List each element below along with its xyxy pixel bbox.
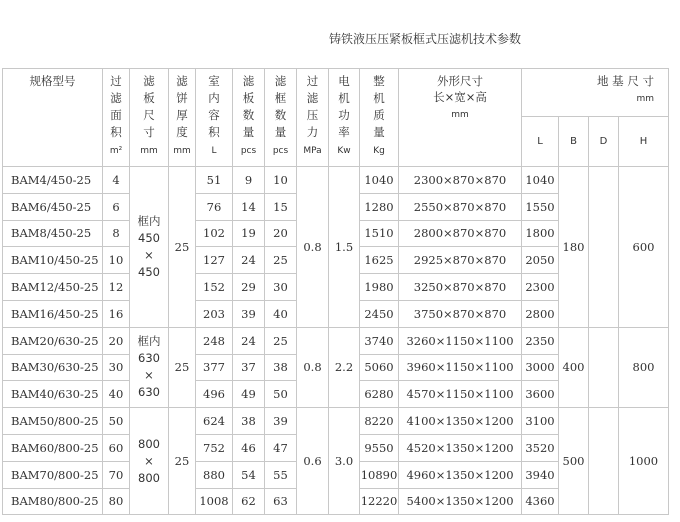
plate-size-line: × bbox=[144, 368, 154, 383]
cell-area: 80 bbox=[103, 488, 130, 515]
cell-frames: 39 bbox=[265, 408, 297, 435]
table-row bbox=[3, 167, 669, 194]
cell-foundation-L: 1550 bbox=[522, 193, 559, 220]
cell-frames: 25 bbox=[265, 327, 297, 354]
cell-volume: 76 bbox=[196, 193, 233, 220]
cell-dims: 4520×1350×1200 bbox=[399, 434, 522, 461]
cell-weight: 8220 bbox=[360, 408, 399, 435]
cell-frames: 55 bbox=[265, 461, 297, 488]
cell-plates: 9 bbox=[233, 167, 265, 194]
cell-volume: 127 bbox=[196, 247, 233, 274]
cell-model: BAM50/800-25 bbox=[3, 408, 103, 435]
header-volume: 室内容积 L bbox=[196, 69, 233, 167]
cell-plates: 62 bbox=[233, 488, 265, 515]
table-row bbox=[3, 408, 669, 435]
cell-dims: 3250×870×870 bbox=[399, 274, 522, 301]
cell-foundation-B: 500 bbox=[559, 408, 589, 515]
plate-size-line: × bbox=[144, 453, 154, 468]
cell-dims: 4100×1350×1200 bbox=[399, 408, 522, 435]
cell-plates: 29 bbox=[233, 274, 265, 301]
cell-weight: 5060 bbox=[360, 354, 399, 381]
cell-foundation-B: 180 bbox=[559, 167, 589, 328]
cell-foundation-L: 2300 bbox=[522, 274, 559, 301]
plate-size-line: 450 bbox=[138, 230, 160, 245]
header-power: 电机功率 Kw bbox=[329, 69, 360, 167]
cell-area: 40 bbox=[103, 381, 130, 408]
cell-area: 6 bbox=[103, 193, 130, 220]
cell-foundation-L: 2800 bbox=[522, 300, 559, 327]
header-area: 过滤面积 m² bbox=[103, 69, 130, 167]
cell-foundation-B: 400 bbox=[559, 327, 589, 407]
cell-foundation-L: 3000 bbox=[522, 354, 559, 381]
cell-plate-size bbox=[130, 167, 169, 328]
cell-weight: 1040 bbox=[360, 167, 399, 194]
cell-foundation-H: 800 bbox=[619, 327, 669, 407]
cell-area: 50 bbox=[103, 408, 130, 435]
cell-dims: 2300×870×870 bbox=[399, 167, 522, 194]
cell-cake: 25 bbox=[169, 408, 196, 515]
cell-model: BAM12/450-25 bbox=[3, 274, 103, 301]
cell-plate-size bbox=[130, 327, 169, 407]
cell-plate-size bbox=[130, 408, 169, 515]
cell-plates: 54 bbox=[233, 461, 265, 488]
cell-dims: 4570×1150×1100 bbox=[399, 381, 522, 408]
header-pressure: 过滤压力 MPa bbox=[297, 69, 329, 167]
plate-size-line: 450 bbox=[138, 264, 160, 279]
cell-dims: 4960×1350×1200 bbox=[399, 461, 522, 488]
cell-dims: 5400×1350×1200 bbox=[399, 488, 522, 515]
cell-plates: 39 bbox=[233, 300, 265, 327]
cell-model: BAM40/630-25 bbox=[3, 381, 103, 408]
cell-plates: 24 bbox=[233, 247, 265, 274]
cell-weight: 6280 bbox=[360, 381, 399, 408]
cell-model: BAM70/800-25 bbox=[3, 461, 103, 488]
cell-volume: 1008 bbox=[196, 488, 233, 515]
cell-volume: 102 bbox=[196, 220, 233, 247]
cell-volume: 377 bbox=[196, 354, 233, 381]
plate-size-line: 框内 bbox=[137, 334, 161, 349]
cell-volume: 51 bbox=[196, 167, 233, 194]
cell-dims: 3260×1150×1100 bbox=[399, 327, 522, 354]
cell-area: 20 bbox=[103, 327, 130, 354]
cell-dims: 3750×870×870 bbox=[399, 300, 522, 327]
cell-foundation-D bbox=[589, 167, 619, 328]
plate-size-line: 框内 bbox=[137, 213, 161, 228]
plate-size-line: × bbox=[144, 247, 154, 262]
cell-frames: 40 bbox=[265, 300, 297, 327]
cell-dims: 2550×870×870 bbox=[399, 193, 522, 220]
spec-table bbox=[2, 68, 669, 515]
cell-cake: 25 bbox=[169, 327, 196, 407]
cell-foundation-H: 600 bbox=[619, 167, 669, 328]
cell-frames: 15 bbox=[265, 193, 297, 220]
cell-model: BAM20/630-25 bbox=[3, 327, 103, 354]
cell-plates: 37 bbox=[233, 354, 265, 381]
header-D: D bbox=[589, 117, 619, 167]
cell-frames: 47 bbox=[265, 434, 297, 461]
cell-weight: 9550 bbox=[360, 434, 399, 461]
header-model: 规格型号 bbox=[3, 69, 103, 167]
cell-area: 12 bbox=[103, 274, 130, 301]
plate-size-line: 800 bbox=[138, 436, 160, 451]
cell-foundation-L: 3940 bbox=[522, 461, 559, 488]
cell-weight: 3740 bbox=[360, 327, 399, 354]
cell-plates: 49 bbox=[233, 381, 265, 408]
cell-weight: 12220 bbox=[360, 488, 399, 515]
cell-foundation-L: 4360 bbox=[522, 488, 559, 515]
cell-model: BAM60/800-25 bbox=[3, 434, 103, 461]
cell-volume: 248 bbox=[196, 327, 233, 354]
cell-weight: 1980 bbox=[360, 274, 399, 301]
cell-foundation-D bbox=[589, 327, 619, 407]
cell-model: BAM30/630-25 bbox=[3, 354, 103, 381]
cell-plates: 19 bbox=[233, 220, 265, 247]
header-dims: 外形尺寸 长×宽×高 mm bbox=[399, 69, 522, 167]
table-body bbox=[3, 167, 669, 515]
plate-size-line: 800 bbox=[138, 470, 160, 485]
header-cake: 滤饼厚度 mm bbox=[169, 69, 196, 167]
cell-weight: 10890 bbox=[360, 461, 399, 488]
cell-frames: 10 bbox=[265, 167, 297, 194]
cell-area: 4 bbox=[103, 167, 130, 194]
cell-volume: 880 bbox=[196, 461, 233, 488]
cell-frames: 20 bbox=[265, 220, 297, 247]
cell-frames: 38 bbox=[265, 354, 297, 381]
cell-foundation-L: 3520 bbox=[522, 434, 559, 461]
header-foundation: 地 基 尺 寸 mm bbox=[522, 69, 669, 117]
cell-foundation-L: 2050 bbox=[522, 247, 559, 274]
cell-model: BAM6/450-25 bbox=[3, 193, 103, 220]
cell-volume: 496 bbox=[196, 381, 233, 408]
cell-volume: 203 bbox=[196, 300, 233, 327]
cell-power: 1.5 bbox=[329, 167, 360, 328]
header-plates: 滤板数量 pcs bbox=[233, 69, 265, 167]
cell-area: 10 bbox=[103, 247, 130, 274]
cell-frames: 30 bbox=[265, 274, 297, 301]
cell-foundation-H: 1000 bbox=[619, 408, 669, 515]
cell-dims: 2925×870×870 bbox=[399, 247, 522, 274]
plate-size-line: 630 bbox=[138, 385, 160, 400]
cell-plates: 24 bbox=[233, 327, 265, 354]
cell-area: 30 bbox=[103, 354, 130, 381]
header-H: H bbox=[619, 117, 669, 167]
cell-cake: 25 bbox=[169, 167, 196, 328]
header-frames: 滤框数量 pcs bbox=[265, 69, 297, 167]
cell-foundation-L: 3100 bbox=[522, 408, 559, 435]
cell-pressure: 0.6 bbox=[297, 408, 329, 515]
cell-plates: 46 bbox=[233, 434, 265, 461]
cell-model: BAM10/450-25 bbox=[3, 247, 103, 274]
cell-area: 60 bbox=[103, 434, 130, 461]
cell-weight: 1280 bbox=[360, 193, 399, 220]
cell-foundation-L: 1040 bbox=[522, 167, 559, 194]
cell-frames: 63 bbox=[265, 488, 297, 515]
cell-weight: 1625 bbox=[360, 247, 399, 274]
cell-volume: 152 bbox=[196, 274, 233, 301]
cell-area: 70 bbox=[103, 461, 130, 488]
header-L: L bbox=[522, 117, 559, 167]
cell-model: BAM8/450-25 bbox=[3, 220, 103, 247]
cell-model: BAM16/450-25 bbox=[3, 300, 103, 327]
cell-foundation-L: 1800 bbox=[522, 220, 559, 247]
cell-foundation-L: 2350 bbox=[522, 327, 559, 354]
cell-foundation-D bbox=[589, 408, 619, 515]
cell-dims: 2800×870×870 bbox=[399, 220, 522, 247]
cell-weight: 1510 bbox=[360, 220, 399, 247]
cell-area: 8 bbox=[103, 220, 130, 247]
cell-model: BAM4/450-25 bbox=[3, 167, 103, 194]
cell-plates: 38 bbox=[233, 408, 265, 435]
cell-foundation-L: 3600 bbox=[522, 381, 559, 408]
cell-weight: 2450 bbox=[360, 300, 399, 327]
cell-volume: 624 bbox=[196, 408, 233, 435]
cell-frames: 25 bbox=[265, 247, 297, 274]
cell-power: 3.0 bbox=[329, 408, 360, 515]
cell-pressure: 0.8 bbox=[297, 167, 329, 328]
table-title: 铸铁液压压紧板框式压滤机技术参数 bbox=[328, 32, 521, 46]
cell-dims: 3960×1150×1100 bbox=[399, 354, 522, 381]
cell-power: 2.2 bbox=[329, 327, 360, 407]
table-row bbox=[3, 327, 669, 354]
cell-pressure: 0.8 bbox=[297, 327, 329, 407]
cell-model: BAM80/800-25 bbox=[3, 488, 103, 515]
header-weight: 整机质量 Kg bbox=[360, 69, 399, 167]
cell-area: 16 bbox=[103, 300, 130, 327]
header-B: B bbox=[559, 117, 589, 167]
plate-size-line: 630 bbox=[138, 351, 160, 366]
cell-frames: 50 bbox=[265, 381, 297, 408]
cell-plates: 14 bbox=[233, 193, 265, 220]
header-plate-size: 滤板尺寸 mm bbox=[130, 69, 169, 167]
cell-volume: 752 bbox=[196, 434, 233, 461]
